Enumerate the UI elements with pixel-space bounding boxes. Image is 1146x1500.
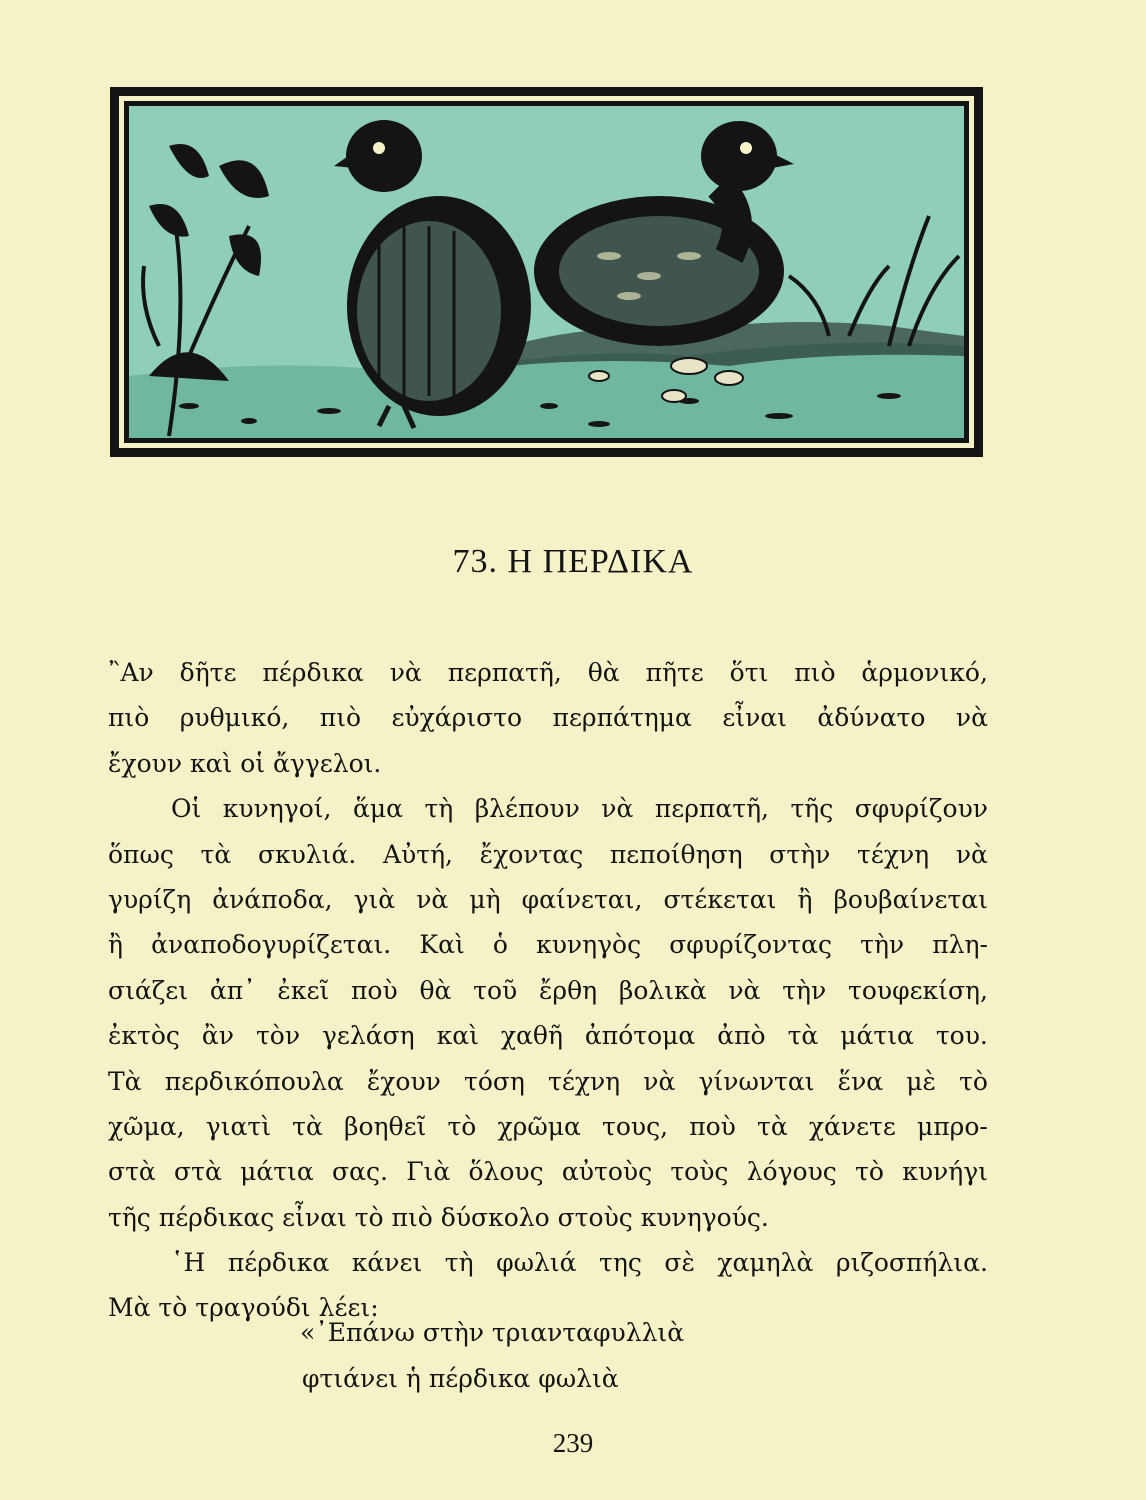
text-line: ῾Η πέρδικα κάνει τὴ φωλιά της σὲ χαμηλὰ ριζοσπήλια.: [171, 1248, 988, 1278]
text-line: Μὰ τὸ τραγούδι λέει:: [108, 1293, 379, 1323]
text-line: πιὸ ρυθμικό, πιὸ εὐχάριστο περπάτημα εἶναι ἀδύνατο νὰ: [108, 703, 988, 733]
partridges-woodcut-icon: [129, 106, 964, 438]
text-line: ῍Αν δῆτε πέρδικα νὰ περπατῆ, θὰ πῆτε ὅτι πιὸ ἁρμονικό,: [108, 658, 988, 687]
text-line: Τὰ περδικόπουλα ἔχουν τόση τέχνη νὰ γίνωνται ἕνα μὲ τὸ: [108, 1066, 988, 1096]
text-line: χῶμα, γιατὶ τὰ βοηθεῖ τὸ χρῶμα τους, ποὺ τὰ χάνετε μπρο-: [108, 1111, 988, 1141]
text-line: ἐκτὸς ἂν τὸν γελάση καὶ χαθῆ ἀπότομα ἀπὸ τὰ μάτια του.: [108, 1021, 988, 1051]
paragraph: [108, 786, 988, 1240]
text-line: γυρίζη ἀνάποδα, γιὰ νὰ μὴ φαίνεται, στέκεται ἢ βουβαίνεται: [108, 884, 988, 914]
text-line: ἔχουν καὶ οἱ ἄγγελοι.: [108, 748, 382, 778]
text-line: ὅπως τὰ σκυλιά. Αὐτή, ἔχοντας πεποίθηση στὴν τέχνη νὰ: [108, 839, 988, 869]
page-number: 239: [552, 1428, 594, 1458]
body-text: [108, 650, 988, 1331]
verse-line: «᾿Επάνω στὴν τριανταφυλλιὰ: [300, 1318, 685, 1347]
text-line: σιάζει ἀπ᾽ ἐκεῖ ποὺ θὰ τοῦ ἔρθη βολικὰ νὰ τὴν τουφεκίση,: [108, 975, 988, 1005]
text-line: ἢ ἀναποδογυρίζεται. Καὶ ὁ κυνηγὸς σφυρίζοντας τὴν πλη-: [108, 930, 988, 960]
chapter-title: 73. Η ΠΕΡΔΙΚΑ: [452, 543, 694, 580]
paragraph: [108, 650, 988, 786]
verse-line: φτιάνει ἡ πέρδικα φωλιὰ: [302, 1364, 619, 1393]
verse: [300, 1310, 684, 1402]
text-line: Οἱ κυνηγοί, ἅμα τὴ βλέπουν νὰ περπατῆ, τῆς σφυρίζουν: [171, 794, 988, 824]
text-line: τῆς πέρδικας εἶναι τὸ πιὸ δύσκολο στοὺς κυνηγούς.: [108, 1202, 769, 1232]
partridges-illustration: [110, 87, 983, 457]
text-line: στὰ στὰ μάτια σας. Γιὰ ὅλους αὐτοὺς τοὺς λόγους τὸ κυνήγι: [108, 1157, 988, 1187]
